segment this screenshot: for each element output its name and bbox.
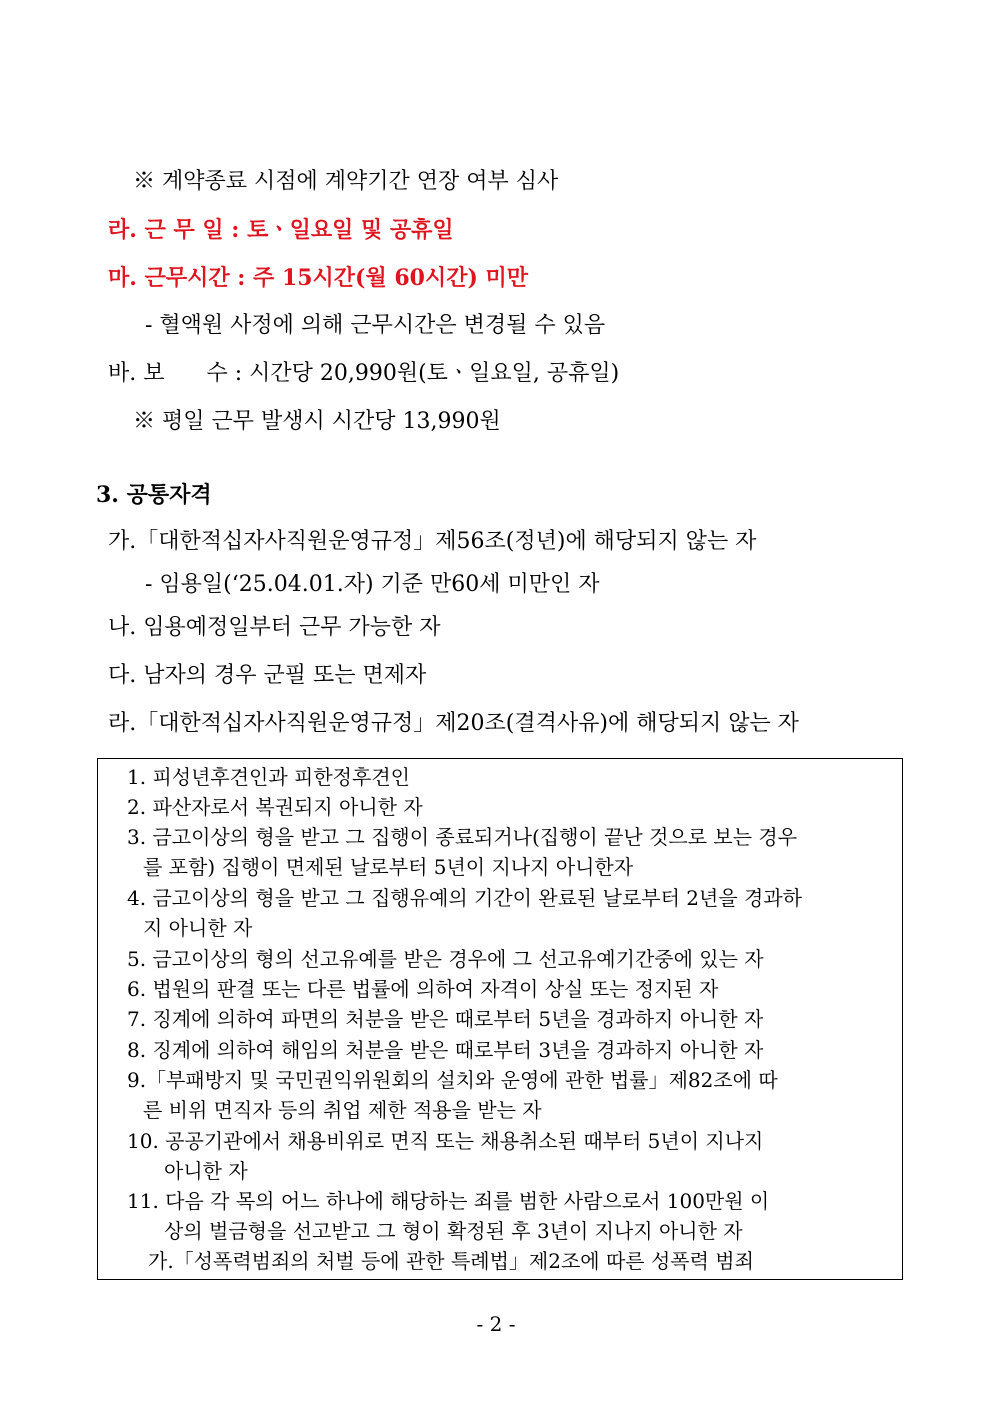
qualification-ga-note: - 임용일(‘25.04.01.자) 기준 만60세 미만인 자 xyxy=(145,572,600,597)
list-item: 9.「부패방지 및 국민권익위원회의 설치와 운영에 관한 법률」제82조에 따 xyxy=(127,1068,778,1092)
list-item: 11. 다음 각 목의 어느 하나에 해당하는 죄를 범한 사람으로서 100만원 이 xyxy=(127,1189,770,1213)
qualification-na: 나. 임용예정일부터 근무 가능한 자 xyxy=(108,615,441,640)
qualification-da: 다. 남자의 경우 군필 또는 면제자 xyxy=(108,663,427,688)
qualification-ga: 가.「대한적십자사직원운영규정」제56조(정년)에 해당되지 않는 자 xyxy=(108,529,757,554)
list-item-cont: 지 아니한 자 xyxy=(143,916,253,940)
list-item: 1. 피성년후견인과 피한정후견인 xyxy=(127,765,410,789)
pay-line: 바. 보 수 : 시간당 20,990원(토ㆍ일요일, 공휴일) xyxy=(108,361,620,386)
list-item-cont: 상의 벌금형을 선고받고 그 형이 확정된 후 3년이 지나지 아니한 자 xyxy=(164,1219,743,1243)
list-item: 5. 금고이상의 형의 선고유예를 받은 경우에 그 선고유예기간중에 있는 자 xyxy=(127,947,764,971)
section-heading: 3. 공통자격 xyxy=(96,482,212,508)
pay-note: ※ 평일 근무 발생시 시간당 13,990원 xyxy=(133,409,501,434)
list-item: 6. 법원의 판결 또는 다른 법률에 의하여 자격이 상실 또는 정지된 자 xyxy=(127,977,719,1001)
list-item: 2. 파산자로서 복권되지 아니한 자 xyxy=(127,795,423,819)
disqualification-box xyxy=(97,758,903,1280)
list-item: 7. 징계에 의하여 파면의 처분을 받은 때로부터 5년을 경과하지 아니한 자 xyxy=(127,1007,764,1031)
work-hours-note: - 혈액원 사정에 의해 근무시간은 변경될 수 있음 xyxy=(145,313,606,338)
notice-line: ※ 계약종료 시점에 계약기간 연장 여부 심사 xyxy=(133,169,559,194)
workday-line: 라. 근 무 일 : 토ㆍ일요일 및 공휴일 xyxy=(108,217,454,243)
list-item: 4. 금고이상의 형을 받고 그 집행유예의 기간이 완료된 날로부터 2년을 경과하 xyxy=(127,886,802,910)
list-subitem: 가.「성폭력범죄의 처벌 등에 관한 특례법」제2조에 따른 성폭력 범죄 xyxy=(148,1249,754,1273)
work-hours-line: 마. 근무시간 : 주 15시간(월 60시간) 미만 xyxy=(108,265,529,291)
list-item-cont: 아니한 자 xyxy=(164,1159,248,1183)
list-item: 10. 공공기관에서 채용비위로 면직 또는 채용취소된 때부터 5년이 지나지 xyxy=(127,1129,764,1153)
qualification-ra: 라.「대한적십자사직원운영규정」제20조(결격사유)에 해당되지 않는 자 xyxy=(108,711,799,736)
list-item-cont: 른 비위 면직자 등의 취업 제한 적용을 받는 자 xyxy=(143,1098,542,1122)
list-item-cont: 를 포함) 집행이 면제된 날로부터 5년이 지나지 아니한자 xyxy=(143,855,634,879)
page-number: - 2 - xyxy=(476,1312,516,1336)
list-item: 3. 금고이상의 형을 받고 그 집행이 종료되거나(집행이 끝난 것으로 보는 경우 xyxy=(127,825,798,849)
list-item: 8. 징계에 의하여 해임의 처분을 받은 때로부터 3년을 경과하지 아니한 자 xyxy=(127,1038,764,1062)
